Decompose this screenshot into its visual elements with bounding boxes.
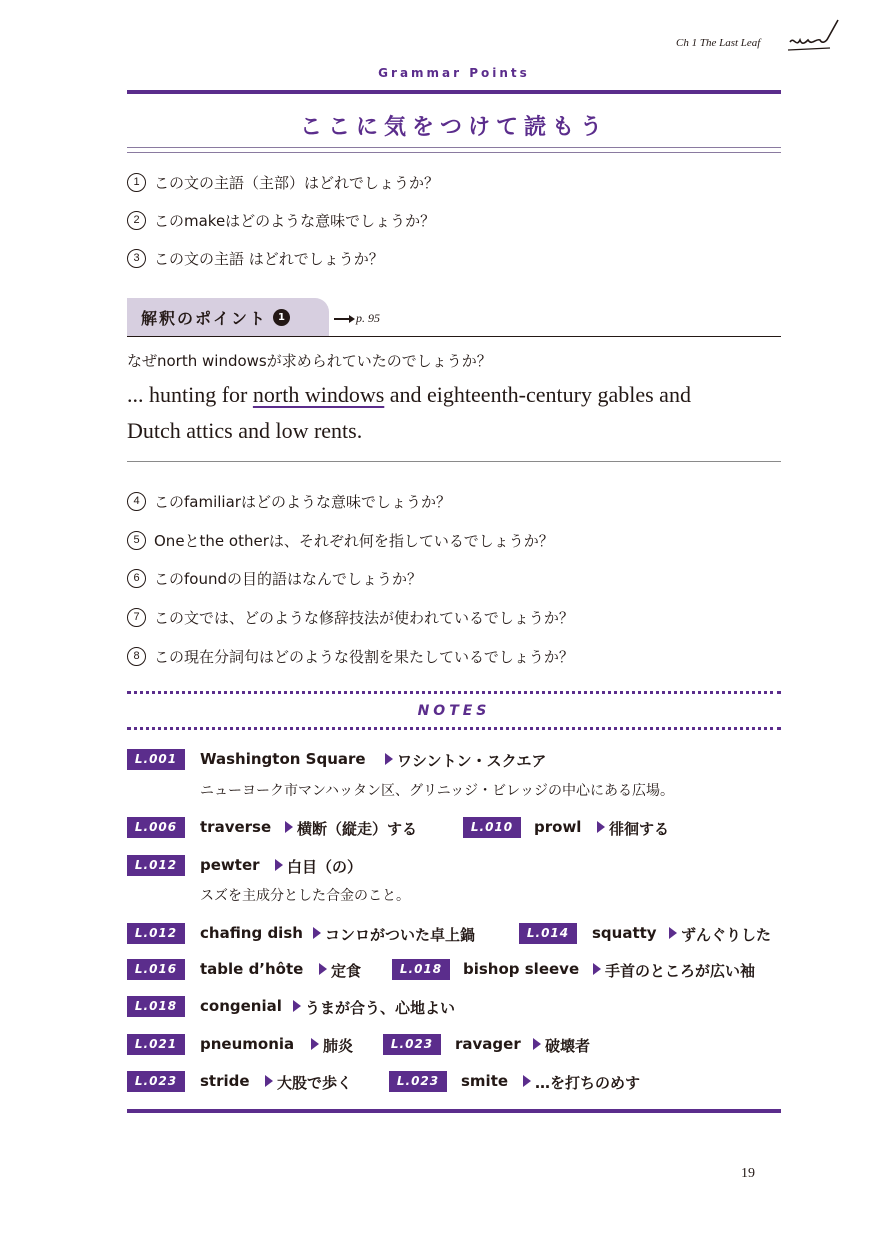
note-term: stride bbox=[200, 1072, 250, 1090]
question-number: 8 bbox=[127, 647, 146, 666]
line-tag: L.023 bbox=[389, 1071, 447, 1092]
note-term: chafing dish bbox=[200, 924, 303, 942]
chapter-title: Ch 1 The Last Leaf bbox=[676, 37, 761, 49]
line-tag: L.021 bbox=[127, 1034, 185, 1055]
note-term: squatty bbox=[592, 924, 657, 942]
question-item bbox=[127, 248, 384, 269]
point-divider bbox=[127, 461, 781, 462]
header-rule bbox=[127, 90, 781, 94]
triangle-right-icon bbox=[293, 1000, 301, 1012]
page-reference bbox=[334, 311, 380, 326]
note-meaning: 横断（縦走）する bbox=[285, 818, 417, 839]
passage-text: ... hunting for bbox=[127, 382, 253, 407]
question-number: 6 bbox=[127, 569, 146, 588]
note-meaning: ずんぐりした bbox=[669, 924, 771, 945]
question-item bbox=[127, 491, 451, 512]
point-number: 1 bbox=[273, 309, 290, 326]
note-explanation: スズを主成分とした合金のこと。 bbox=[200, 888, 410, 904]
point-tab bbox=[127, 298, 329, 336]
question-number: 2 bbox=[127, 211, 146, 230]
section-label: Grammar Points bbox=[378, 66, 530, 80]
note-row bbox=[127, 817, 787, 841]
note-term: congenial bbox=[200, 997, 282, 1015]
line-tag: L.023 bbox=[127, 1071, 185, 1092]
note-meaning: 白目（の） bbox=[275, 856, 362, 877]
line-tag: L.018 bbox=[127, 996, 185, 1017]
note-term: pneumonia bbox=[200, 1035, 295, 1053]
question-item bbox=[127, 530, 554, 551]
note-term: smite bbox=[461, 1072, 509, 1090]
triangle-right-icon bbox=[533, 1038, 541, 1050]
note-row bbox=[127, 923, 787, 947]
note-term: pewter bbox=[200, 856, 260, 874]
question-text: Oneとthe otherは、それぞれ何を指しているでしょうか？ bbox=[154, 532, 554, 550]
line-tag: L.012 bbox=[127, 855, 185, 876]
question-number: 5 bbox=[127, 531, 146, 550]
question-number: 4 bbox=[127, 492, 146, 511]
triangle-right-icon bbox=[385, 753, 393, 765]
line-tag: L.023 bbox=[383, 1034, 441, 1055]
line-tag: L.018 bbox=[392, 959, 450, 980]
note-term: bishop sleeve bbox=[463, 960, 580, 978]
page-reference-text: p. 95 bbox=[356, 311, 380, 325]
note-explanation: ニューヨーク市マンハッタン区、グリニッジ・ビレッジの中心にある広場。 bbox=[200, 783, 675, 799]
note-term: traverse bbox=[200, 818, 272, 836]
question-number: 7 bbox=[127, 608, 146, 627]
notes-dotted-rule bbox=[127, 727, 781, 730]
note-meaning: 大股で歩く bbox=[265, 1072, 352, 1093]
footer-rule bbox=[127, 1109, 781, 1113]
triangle-right-icon bbox=[597, 821, 605, 833]
question-item bbox=[127, 172, 439, 193]
page-number: 19 bbox=[741, 1166, 755, 1181]
note-meaning: 徘徊する bbox=[597, 818, 669, 839]
note-meaning: 手首のところが広い袖 bbox=[593, 960, 755, 981]
line-tag: L.012 bbox=[127, 923, 185, 944]
question-item bbox=[127, 646, 574, 667]
note-row bbox=[127, 855, 787, 879]
question-item bbox=[127, 210, 435, 231]
note-meaning: 定食 bbox=[319, 960, 361, 981]
english-passage-line bbox=[127, 382, 787, 408]
notes-heading: NOTES bbox=[417, 703, 491, 719]
title-double-rule bbox=[127, 147, 781, 153]
point-question: なぜnorth windowsが求められていたのでしょうか？ bbox=[127, 352, 492, 370]
signature-scribble-icon bbox=[786, 16, 848, 58]
passage-underlined-text: north windows bbox=[252, 382, 385, 407]
question-number: 3 bbox=[127, 249, 146, 268]
triangle-right-icon bbox=[669, 927, 677, 939]
triangle-right-icon bbox=[285, 821, 293, 833]
note-meaning: …を打ちのめす bbox=[523, 1072, 640, 1093]
triangle-right-icon bbox=[593, 963, 601, 975]
question-item bbox=[127, 607, 574, 628]
line-tag: L.014 bbox=[519, 923, 577, 944]
note-meaning: 破壊者 bbox=[533, 1035, 590, 1056]
note-row bbox=[127, 1034, 787, 1058]
notes-dotted-rule bbox=[127, 691, 781, 694]
note-row bbox=[127, 1071, 787, 1095]
note-term: prowl bbox=[534, 818, 582, 836]
note-term: Washington Square bbox=[200, 750, 366, 768]
passage-text: and eighteenth-century gables and bbox=[384, 382, 691, 407]
note-meaning: うまが合う、心地よい bbox=[293, 997, 455, 1018]
note-term: table d’hôte bbox=[200, 960, 304, 978]
line-tag: L.001 bbox=[127, 749, 185, 770]
line-tag: L.006 bbox=[127, 817, 185, 838]
point-rule bbox=[127, 336, 781, 337]
triangle-right-icon bbox=[313, 927, 321, 939]
note-row bbox=[127, 996, 787, 1020]
question-item bbox=[127, 568, 422, 589]
note-meaning: コンロがついた卓上鍋 bbox=[313, 924, 475, 945]
triangle-right-icon bbox=[311, 1038, 319, 1050]
line-tag: L.016 bbox=[127, 959, 185, 980]
triangle-right-icon bbox=[523, 1075, 531, 1087]
question-text: このfoundの目的語はなんでしょうか？ bbox=[154, 570, 422, 588]
question-number: 1 bbox=[127, 173, 146, 192]
line-tag: L.010 bbox=[463, 817, 521, 838]
page-title: ここに気をつけて読もう bbox=[299, 115, 608, 140]
question-text: このfamiliarはどのような意味でしょうか？ bbox=[154, 493, 451, 511]
triangle-right-icon bbox=[275, 859, 283, 871]
triangle-right-icon bbox=[319, 963, 327, 975]
question-text: この文の主語（主部）はどれでしょうか？ bbox=[154, 174, 440, 192]
english-passage-line: Dutch attics and low rents. bbox=[127, 418, 363, 443]
note-row bbox=[127, 749, 787, 773]
question-text: この文では、どのような修辞技法が使われているでしょうか？ bbox=[154, 609, 574, 627]
triangle-right-icon bbox=[265, 1075, 273, 1087]
note-meaning: 肺炎 bbox=[311, 1035, 353, 1056]
question-text: この文の主語 はどれでしょうか？ bbox=[154, 250, 384, 268]
question-text: このmakeはどのような意味でしょうか？ bbox=[154, 212, 436, 230]
note-term: ravager bbox=[455, 1035, 521, 1053]
note-row bbox=[127, 959, 787, 983]
arrow-right-icon bbox=[334, 318, 352, 320]
point-label: 解釈のポイント bbox=[141, 308, 268, 328]
question-text: この現在分詞句はどのような役割を果たしているでしょうか？ bbox=[154, 648, 574, 666]
note-meaning: ワシントン・スクエア bbox=[385, 750, 546, 771]
